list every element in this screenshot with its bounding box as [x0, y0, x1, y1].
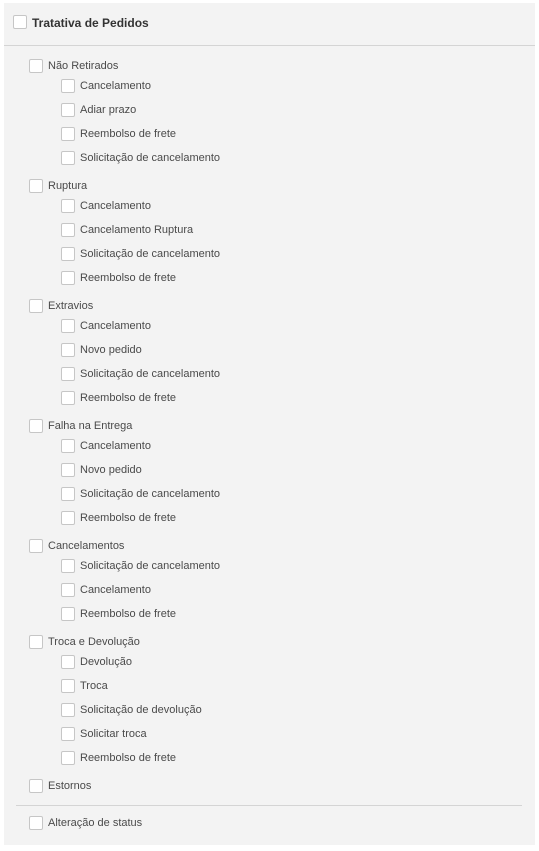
option-label: Solicitar troca	[80, 728, 147, 740]
option-row[interactable]	[61, 150, 220, 166]
option-label: Reembolso de frete	[80, 608, 176, 620]
option-row[interactable]	[61, 678, 108, 694]
option-row[interactable]	[61, 366, 220, 382]
option-row[interactable]	[61, 726, 147, 742]
group-row[interactable]	[29, 298, 93, 314]
option-label: Cancelamento	[80, 584, 151, 596]
group-row[interactable]	[29, 58, 118, 74]
group-label: Troca e Devolução	[48, 636, 140, 648]
option-row[interactable]	[61, 390, 176, 406]
panel-header	[4, 3, 535, 46]
group-row[interactable]	[29, 634, 140, 650]
option-label: Solicitação de devolução	[80, 704, 202, 716]
option-row[interactable]	[61, 126, 176, 142]
group-label: Estornos	[48, 780, 92, 792]
option-label: Reembolso de frete	[80, 752, 176, 764]
group-label: Não Retirados	[48, 60, 119, 72]
option-label: Devolução	[80, 656, 132, 668]
footer-option-checkbox[interactable]	[29, 816, 43, 830]
section-divider	[16, 805, 522, 806]
option-row[interactable]	[61, 606, 176, 622]
option-row[interactable]	[61, 462, 142, 478]
option-checkbox[interactable]	[61, 247, 75, 261]
option-label: Cancelamento	[80, 440, 151, 452]
option-label: Reembolso de frete	[80, 128, 176, 140]
option-row[interactable]	[61, 750, 176, 766]
group-label: Falha na Entrega	[48, 420, 133, 432]
option-label: Cancelamento	[80, 80, 151, 92]
option-label: Troca	[80, 680, 108, 692]
group-label: Cancelamentos	[48, 540, 125, 552]
option-checkbox[interactable]	[61, 391, 75, 405]
option-label: Solicitação de cancelamento	[80, 248, 221, 260]
option-row[interactable]	[61, 246, 220, 262]
option-label: Cancelamento	[80, 320, 151, 332]
option-checkbox[interactable]	[61, 79, 75, 93]
option-checkbox[interactable]	[61, 151, 75, 165]
option-label: Reembolso de frete	[80, 512, 176, 524]
group-label: Ruptura	[48, 180, 88, 192]
option-row[interactable]	[61, 270, 176, 286]
option-checkbox[interactable]	[61, 127, 75, 141]
footer-option-row[interactable]	[29, 815, 142, 831]
option-checkbox[interactable]	[61, 223, 75, 237]
option-checkbox[interactable]	[61, 199, 75, 213]
option-label: Cancelamento	[80, 200, 151, 212]
option-row[interactable]	[61, 702, 202, 718]
option-checkbox[interactable]	[61, 271, 75, 285]
group-checkbox[interactable]	[29, 59, 43, 73]
option-row[interactable]	[61, 654, 132, 670]
option-checkbox[interactable]	[61, 487, 75, 501]
option-checkbox[interactable]	[61, 655, 75, 669]
option-label: Solicitação de cancelamento	[80, 368, 221, 380]
option-checkbox[interactable]	[61, 559, 75, 573]
group-checkbox[interactable]	[29, 779, 43, 793]
permissions-panel	[4, 3, 535, 845]
option-row[interactable]	[61, 582, 151, 598]
option-label: Solicitação de cancelamento	[80, 152, 221, 164]
option-row[interactable]	[61, 342, 142, 358]
option-row[interactable]	[61, 510, 176, 526]
option-checkbox[interactable]	[61, 607, 75, 621]
option-checkbox[interactable]	[61, 367, 75, 381]
select-all-checkbox[interactable]	[13, 15, 27, 29]
group-checkbox[interactable]	[29, 299, 43, 313]
option-label: Adiar prazo	[80, 104, 137, 116]
option-checkbox[interactable]	[61, 727, 75, 741]
group-row[interactable]	[29, 178, 87, 194]
option-label: Cancelamento Ruptura	[80, 224, 194, 236]
option-checkbox[interactable]	[61, 679, 75, 693]
option-checkbox[interactable]	[61, 583, 75, 597]
option-row[interactable]	[61, 558, 220, 574]
option-row[interactable]	[61, 198, 151, 214]
option-checkbox[interactable]	[61, 343, 75, 357]
option-row[interactable]	[61, 318, 151, 334]
option-label: Solicitação de cancelamento	[80, 488, 221, 500]
option-label: Solicitação de cancelamento	[80, 560, 221, 572]
group-checkbox[interactable]	[29, 179, 43, 193]
group-checkbox[interactable]	[29, 539, 43, 553]
option-row[interactable]	[61, 438, 151, 454]
group-row[interactable]	[29, 778, 91, 794]
option-checkbox[interactable]	[61, 703, 75, 717]
option-label: Reembolso de frete	[80, 392, 176, 404]
group-row[interactable]	[29, 418, 132, 434]
group-checkbox[interactable]	[29, 419, 43, 433]
option-checkbox[interactable]	[61, 439, 75, 453]
footer-option-label: Alteração de status	[48, 817, 143, 829]
group-row[interactable]	[29, 538, 124, 554]
option-row[interactable]	[61, 486, 220, 502]
option-label: Novo pedido	[80, 344, 142, 356]
group-checkbox[interactable]	[29, 635, 43, 649]
option-row[interactable]	[61, 102, 136, 118]
option-label: Novo pedido	[80, 464, 142, 476]
option-row[interactable]	[61, 78, 151, 94]
option-checkbox[interactable]	[61, 751, 75, 765]
option-row[interactable]	[61, 222, 193, 238]
option-label: Reembolso de frete	[80, 272, 176, 284]
group-label: Extravios	[48, 300, 94, 312]
option-checkbox[interactable]	[61, 463, 75, 477]
panel-title: Tratativa de Pedidos	[32, 16, 149, 30]
option-checkbox[interactable]	[61, 103, 75, 117]
option-checkbox[interactable]	[61, 511, 75, 525]
option-checkbox[interactable]	[61, 319, 75, 333]
